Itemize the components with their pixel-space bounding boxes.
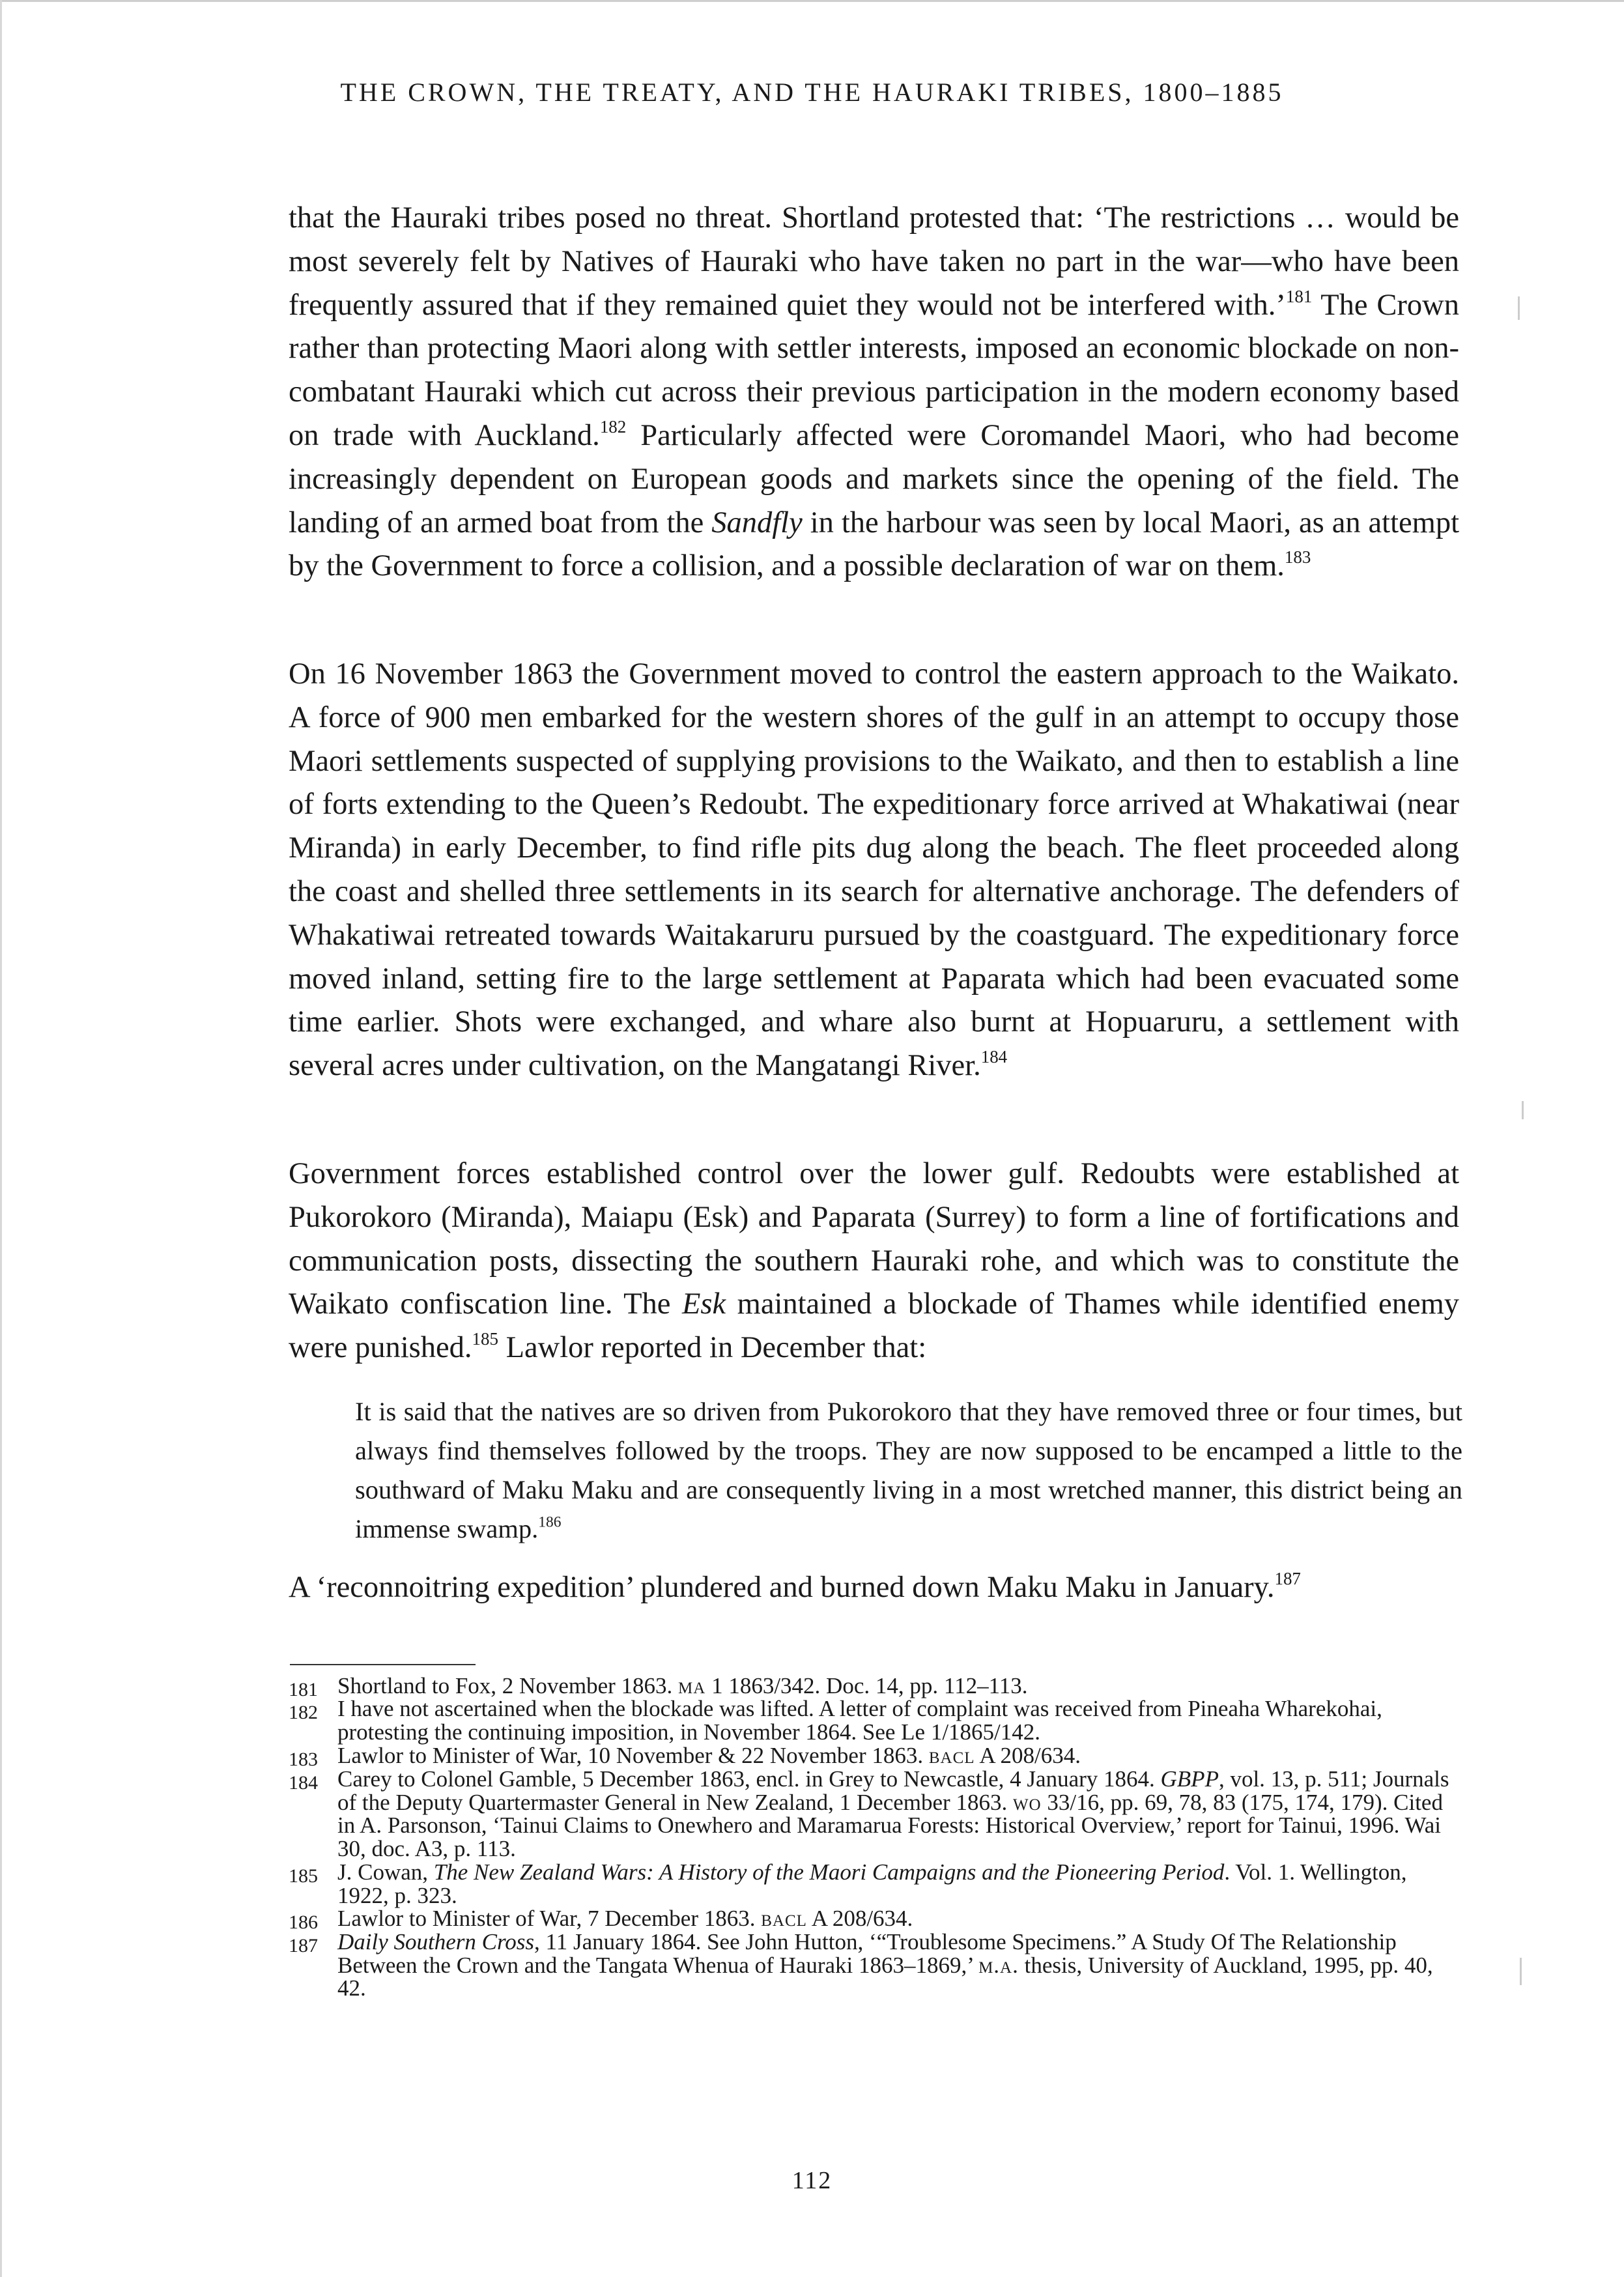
footnote-ref-181: 181: [1285, 286, 1313, 306]
footnote-number: 186: [289, 1912, 318, 1933]
paragraph-2-text-a: On 16 November 1863 the Government moved to control the eastern approach to the Waikato. A force of 900 men embarked for the western shores of the gulf in an attempt to occupy those Maori settlements suspected of supplying provisions to the Waikato, and then to establish a line of forts extending to the Queen’s Redoubt. The expeditionary force arrived at Whakatiwai (near Miranda) in early December, to find rifle pits dug along the beach. The fleet proceeded along the coast and shelled three settlements in its search for alternative anchorage. The defenders of Whakatiwai retreated towards Waitakaruru pursued by the coastguard. The expeditionary force moved inland, setting fire to the large settlement at Paparata which had been evacuated some time earlier. Shots were exchanged, and whare also burnt at Hopuaruru, a settlement with several acres under cultivation, on the Mangatangi River.: [289, 657, 1459, 1083]
footnote-text-part: 1 1863/342. Doc. 14, pp. 112–113.: [705, 1673, 1028, 1698]
footnote-text-part: J. Cowan,: [337, 1859, 434, 1885]
footnote-text: [337, 1768, 1459, 1860]
footnote-text-part: A 208/634.: [806, 1906, 913, 1931]
block-quote: [355, 1392, 1462, 1549]
footnote-text-part: I have not ascertained when the blockade was lifted. A letter of complaint was received from Pineaha Wharekohai, protesting the continuing imposition, in November 1864. See Le 1/1865/142.: [337, 1696, 1382, 1745]
footnote-text: [337, 1744, 1459, 1768]
footnote-archive-code: bacl: [928, 1743, 975, 1768]
footnote-text-part: Carey to Colonel Gamble, 5 December 1863, encl. in Grey to Newcastle, 4 January 1864.: [337, 1766, 1161, 1792]
ship-name-sandfly: Sandfly: [711, 506, 803, 539]
footnote-ref-186: 186: [538, 1513, 562, 1531]
footnote-text: [337, 1907, 1459, 1930]
paragraph-3-text-b: maintained a blockade of Thames while identified enemy were punished.: [289, 1287, 1460, 1365]
page-number: 112: [791, 2167, 833, 2194]
paragraph-1-text-d: in the harbour was seen by local Maori, as an attempt by the Government to force a collision, and a possible declaration of war on them.: [289, 506, 1460, 583]
footnote-number: 181: [289, 1679, 318, 1700]
paragraph-1-text-b: The Crown rather than protecting Maori along with settler interests, imposed an economic blockade on non-combatant Hauraki which cut across their previous participation in the modern economy based on trade with Auckland.: [289, 288, 1459, 452]
footnote-publication: Daily Southern Cross: [337, 1929, 535, 1955]
scan-speck: [1520, 1958, 1522, 1985]
footnote-ref-184: 184: [980, 1047, 1008, 1067]
footnote-ref-182: 182: [599, 417, 627, 437]
footnote-text: [337, 1674, 1459, 1698]
footnote-archive-code: bacl: [761, 1906, 807, 1931]
paragraph-3: [289, 1153, 1459, 1370]
footnote-archive-code: ma: [678, 1673, 706, 1698]
footnote-text-part: , 11 January 1864. See John Hutton, ‘“Troublesome Specimens.” A Study Of The Relationship Between the Crown and the Tangata Whenua of Hauraki 1863–1869,’: [337, 1929, 1397, 1978]
scan-top-edge: [0, 0, 1624, 2]
footnote-text-part: 33/16, pp. 69, 78, 83 (175, 174, 179). Cited in A. Parsonson, ‘Tainui Claims to Onewhero and Maramarua Forests: Historical Overview,’ report for Tainui, 1996. Wai 30, doc. A3, p. 113.: [337, 1789, 1443, 1861]
footnote-text-part: . Vol. 1. Wellington, 1922, p. 323.: [337, 1859, 1407, 1908]
scan-speck: [1522, 1101, 1524, 1119]
footnote-archive-code: wo: [1012, 1789, 1042, 1815]
paragraph-1-text-c: Particularly affected were Coromandel Maori, who had become increasingly dependent on European goods and markets since the opening of the field. The landing of an armed boat from the: [289, 418, 1459, 539]
footnote-ref-187: 187: [1274, 1569, 1301, 1589]
footnote-text-part: Lawlor to Minister of War, 7 December 1863.: [337, 1906, 762, 1931]
footnote-text: [337, 1930, 1459, 2000]
scan-speck: [1518, 296, 1520, 320]
paragraph-1: [289, 197, 1459, 588]
footnote-text-part: thesis, University of Auckland, 1995, pp. 40, 42.: [337, 1952, 1433, 2001]
block-quote-text: It is said that the natives are so driven from Pukorokoro that they have removed three or four times, but always find themselves followed by the troops. They are now supposed to be encamped a little to the southward of Maku Maku and are consequently living in a most wretched manner, this district being an immense swamp.: [355, 1397, 1462, 1543]
footnote-rule: [290, 1664, 476, 1665]
footnote-publication: GBPP: [1160, 1766, 1219, 1792]
footnote-number: 187: [289, 1935, 318, 1956]
footnote-text-part: A 208/634.: [975, 1743, 1081, 1768]
footnote-number: 183: [289, 1749, 318, 1770]
footnote-text: [337, 1697, 1459, 1743]
footnote-text-part: Lawlor to Minister of War, 10 November & 22 November 1863.: [337, 1743, 929, 1768]
footnote-number: 185: [289, 1865, 318, 1887]
scan-left-edge: [0, 0, 2, 2277]
paragraph-1-text-a: that the Hauraki tribes posed no threat. Shortland protested that: ‘The restrictions … would be most severely felt by Natives of Hauraki who have taken no part in the war—who have been frequently assured that if they remained quiet they would not be interfered with.’: [289, 201, 1459, 322]
footnote-text-part: , vol. 13, p. 511; Journals of the Deputy Quartermaster General in New Zealand, 1 December 1863.: [337, 1766, 1449, 1815]
paragraph-3-text-c: Lawlor reported in December that:: [498, 1331, 927, 1365]
footnote-publication: The New Zealand Wars: A History of the Maori Campaigns and the Pioneering Period: [433, 1859, 1225, 1885]
paragraph-2: [289, 653, 1459, 1088]
footnote-degree: m.a.: [978, 1952, 1019, 1978]
paragraph-4-text: A ‘reconnoitring expedition’ plundered and burned down Maku Maku in January.: [289, 1571, 1275, 1604]
footnote-ref-185: 185: [472, 1329, 498, 1349]
ship-name-esk: Esk: [681, 1287, 726, 1321]
paragraph-4: [289, 1566, 1459, 1610]
footnote-number: 184: [289, 1772, 318, 1794]
footnote-number: 182: [289, 1702, 318, 1723]
footnote-ref-183: 183: [1284, 547, 1311, 567]
paragraph-3-text-a: Government forces established control over the lower gulf. Redoubts were established at Pukorokoro (Miranda), Maiapu (Esk) and Paparata (Surrey) to form a line of fortifications and communication posts, dissecting the southern Hauraki rohe, and which was to constitute the Waikato confiscation line. The: [289, 1157, 1459, 1321]
footnote-text: [337, 1861, 1459, 1907]
running-head: THE CROWN, THE TREATY, AND THE HAURAKI TRIBES, 1800–1885: [340, 78, 1284, 107]
footnote-text-part: Shortland to Fox, 2 November 1863.: [337, 1673, 679, 1698]
